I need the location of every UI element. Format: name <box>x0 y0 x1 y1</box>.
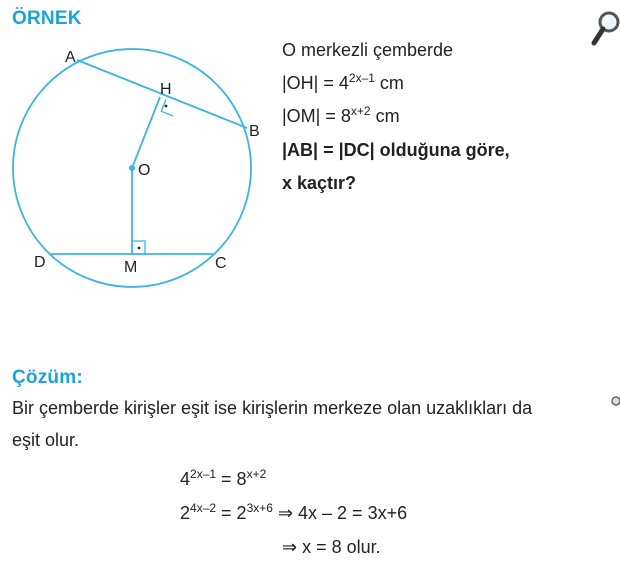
eq2-left-base: 2 <box>180 503 191 523</box>
equation-3: ⇒ x = 8 olur. <box>282 537 381 557</box>
problem-question: x kaçtır? <box>282 173 357 193</box>
problem-line-oh <box>282 73 404 94</box>
small-magnifier-icon <box>608 396 620 410</box>
problem-line-1: O merkezli çemberde <box>282 40 454 60</box>
label-d: D <box>34 254 46 271</box>
problem-line-om <box>282 106 400 127</box>
eq1-right-exponent: x+2 <box>246 467 267 481</box>
label-m: M <box>124 259 138 276</box>
eq1-left-exponent: 2x–1 <box>190 467 217 481</box>
solution-text-line-1: Bir çemberde kirişler eşit ise kirişlerin merkeze olan uzaklıkları da <box>12 398 533 418</box>
eq2-implies: ⇒ 4x – 2 = 3x+6 <box>272 503 408 523</box>
magnifier-icon <box>590 10 620 50</box>
oh-exponent: 2x–1 <box>348 71 375 85</box>
label-b: B <box>249 123 260 140</box>
segment-oh <box>132 97 160 168</box>
equation-1 <box>180 469 266 490</box>
label-o: O <box>138 162 151 179</box>
equation-2 <box>180 503 407 524</box>
eq1-middle: = 8 <box>216 469 247 489</box>
eq2-right-exponent: 3x+6 <box>246 501 273 515</box>
om-prefix: |OM| = 8 <box>282 106 351 126</box>
solution-text-line-2: eşit olur. <box>12 430 80 450</box>
right-angle-h <box>161 100 173 117</box>
label-h: H <box>160 81 172 98</box>
solution-heading: Çözüm: <box>12 367 83 388</box>
eq2-left-exponent: 4x–2 <box>190 501 217 515</box>
eq1-left-base: 4 <box>180 469 191 489</box>
problem-line-condition: |AB| = |DC| olduğuna göre, <box>282 140 510 160</box>
oh-prefix: |OH| = 4 <box>282 73 349 93</box>
circle-figure <box>0 40 270 300</box>
example-heading: ÖRNEK <box>12 8 82 29</box>
om-unit: cm <box>370 106 400 126</box>
center-point <box>129 165 135 171</box>
om-exponent: x+2 <box>350 104 371 118</box>
label-a: A <box>65 49 76 66</box>
eq2-middle: = 2 <box>216 503 247 523</box>
label-c: C <box>215 255 227 272</box>
oh-unit: cm <box>374 73 404 93</box>
